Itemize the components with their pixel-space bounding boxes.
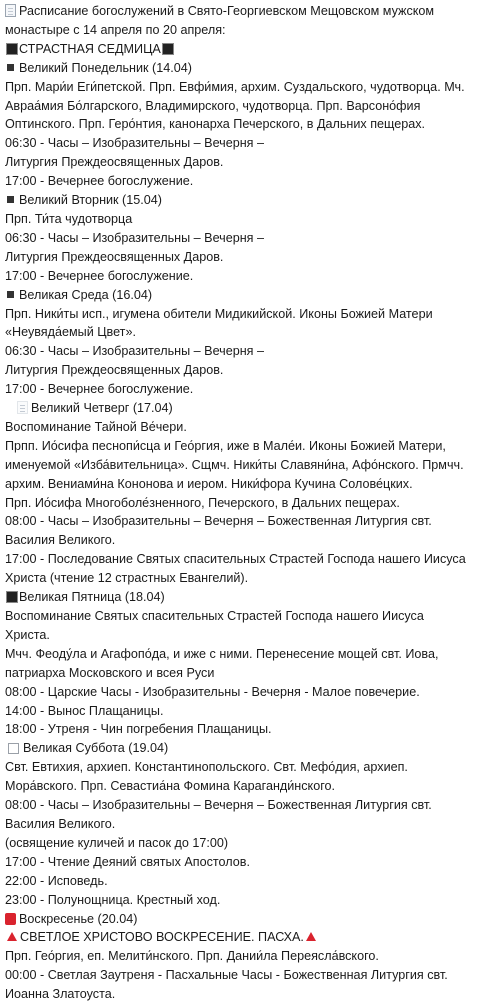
day-title: Великий Четверг (17.04): [5, 399, 482, 418]
day-section: [5, 399, 482, 588]
day-text-line: Мора́вского. Прп. Севастиа́на Фомина Караганди́нского.: [5, 777, 482, 796]
day-text-line: Оптинского. Прп. Геро́нтия, канонарха Печерского, в Дальних пещерах.: [5, 115, 482, 134]
small-black-square-icon: [7, 196, 14, 203]
day-title: Великая Среда (16.04): [5, 286, 482, 305]
day-text-line: Прп. Ти́та чудотворца: [5, 210, 482, 229]
day-title: Великий Понедельник (14.04): [5, 59, 482, 78]
red-triangle-icon: [306, 932, 316, 941]
day-text-line: Воспоминание Святых спасительных Страстей Господа нашего Иисуса: [5, 607, 482, 626]
white-square-icon: [8, 743, 19, 754]
day-section: [5, 739, 482, 909]
day-text-line: «Неувяда́емый Цвет».: [5, 323, 482, 342]
day-text-line: 08:00 - Часы – Изобразительны – Вечерня – Божественная Литургия свт.: [5, 796, 482, 815]
day-text-line: 17:00 - Чтение Деяний святых Апостолов.: [5, 853, 482, 872]
days-list: [5, 59, 482, 1004]
small-black-square-icon: [7, 64, 14, 71]
day-text-line: Мчч. Феоду́ла и Агафопо́да, и иже с ними. Перенесение мощей свт. Иова,: [5, 645, 482, 664]
day-section: [5, 588, 482, 739]
day-text-line: именуемой «Изба́вительница». Сщмч. Ники́ты Славяни́на, Афо́нского. Прмчч.: [5, 456, 482, 475]
header-line-2: монастыре с 14 апреля по 20 апреля:: [5, 21, 482, 40]
day-subtitle: СВЕТЛОЕ ХРИСТОВО ВОСКРЕСЕНИЕ. ПАСХА.: [5, 928, 482, 947]
day-text-line: Воспоминание Тайной Ве́чери.: [5, 418, 482, 437]
big-black-square-icon: [162, 43, 174, 55]
day-text-line: 06:30 - Часы – Изобразительны – Вечерня –: [5, 134, 482, 153]
day-title: Великая Пятница (18.04): [5, 588, 482, 607]
day-section: [5, 59, 482, 191]
day-text-line: 18:00 - Утреня - Чин погребения Плащаницы.: [5, 720, 482, 739]
red-square-icon: [5, 913, 16, 925]
day-text-line: Прпп. Ио́сифа песнопи́сца и Гео́ргия, иже в Мале́и. Иконы Божией Матери,: [5, 437, 482, 456]
day-text-line: Прп. Мари́и Еги́петской. Прп. Евфи́мия, архим. Суздальского, чудотворца. Мч.: [5, 78, 482, 97]
day-title: Великая Суббота (19.04): [5, 739, 482, 758]
page-icon: [17, 401, 28, 414]
day-text-line: 06:30 - Часы – Изобразительны – Вечерня –: [5, 342, 482, 361]
day-text-line: Свт. Евтихия, архиеп. Константинопольского. Свт. Мефо́дия, архиеп.: [5, 758, 482, 777]
day-text-line: Христа (чтение 12 страстных Евангелий).: [5, 569, 482, 588]
day-text-line: патриарха Московского и всея Руси: [5, 664, 482, 683]
day-text-line: 08:00 - Царские Часы - Изобразительны - Вечерня - Малое повечерие.: [5, 683, 482, 702]
day-text-line: Василия Великого.: [5, 815, 482, 834]
day-text-line: 17:00 - Вечернее богослужение.: [5, 267, 482, 286]
day-section: [5, 910, 482, 1004]
day-text-line: Прп. Гео́ргия, еп. Мелити́нского. Прп. Дании́ла Переясла́вского.: [5, 947, 482, 966]
day-text-line: Авраа́мия Бо́лгарского, Владимирского, чудотворца. Прп. Варсоно́фия: [5, 97, 482, 116]
day-text-line: 17:00 - Последование Святых спасительных Страстей Господа нашего Иисуса: [5, 550, 482, 569]
day-text-line: Литургия Преждеосвященных Даров.: [5, 361, 482, 380]
day-text-line: Литургия Преждеосвященных Даров.: [5, 248, 482, 267]
big-black-square-icon: [6, 591, 18, 603]
week-title: СТРАСТНАЯ СЕДМИЦА: [5, 40, 482, 59]
day-text-line: (освящение куличей и пасок до 17:00): [5, 834, 482, 853]
day-text-line: 14:00 - Вынос Плащаницы.: [5, 702, 482, 721]
day-text-line: 22:00 - Исповедь.: [5, 872, 482, 891]
day-text-line: Прп. Ники́ты исп., игумена обители Мидикийской. Иконы Божией Матери: [5, 305, 482, 324]
day-text-line: архим. Вениами́на Кононова и иером. Ники́фора Кучина Солове́цких.: [5, 475, 482, 494]
header-line-1: Расписание богослужений в Свято-Георгиевском Мещовском мужском: [5, 2, 482, 21]
day-text-line: 08:00 - Часы – Изобразительны – Вечерня – Божественная Литургия свт.: [5, 512, 482, 531]
day-text-line: Василия Великого.: [5, 531, 482, 550]
day-section: [5, 191, 482, 286]
day-text-line: 23:00 - Полунощница. Крестный ход.: [5, 891, 482, 910]
day-section: [5, 286, 482, 399]
day-text-line: 17:00 - Вечернее богослужение.: [5, 172, 482, 191]
red-triangle-icon: [7, 932, 17, 941]
big-black-square-icon: [6, 43, 18, 55]
day-text-line: 17:00 - Вечернее богослужение.: [5, 380, 482, 399]
day-text-line: 00:00 - Светлая Заутреня - Пасхальные Часы - Божественная Литургия свт.: [5, 966, 482, 985]
day-text-line: Христа.: [5, 626, 482, 645]
day-text-line: Литургия Преждеосвященных Даров.: [5, 153, 482, 172]
day-title: Великий Вторник (15.04): [5, 191, 482, 210]
day-text-line: Прп. Ио́сифа Многоболе́зненного, Печерского, в Дальних пещерах.: [5, 494, 482, 513]
day-text-line: Иоанна Златоуста.: [5, 985, 482, 1004]
day-title: Воскресенье (20.04): [5, 910, 482, 929]
day-text-line: 06:30 - Часы – Изобразительны – Вечерня –: [5, 229, 482, 248]
small-black-square-icon: [7, 291, 14, 298]
page-facing-up-icon: [5, 4, 16, 17]
